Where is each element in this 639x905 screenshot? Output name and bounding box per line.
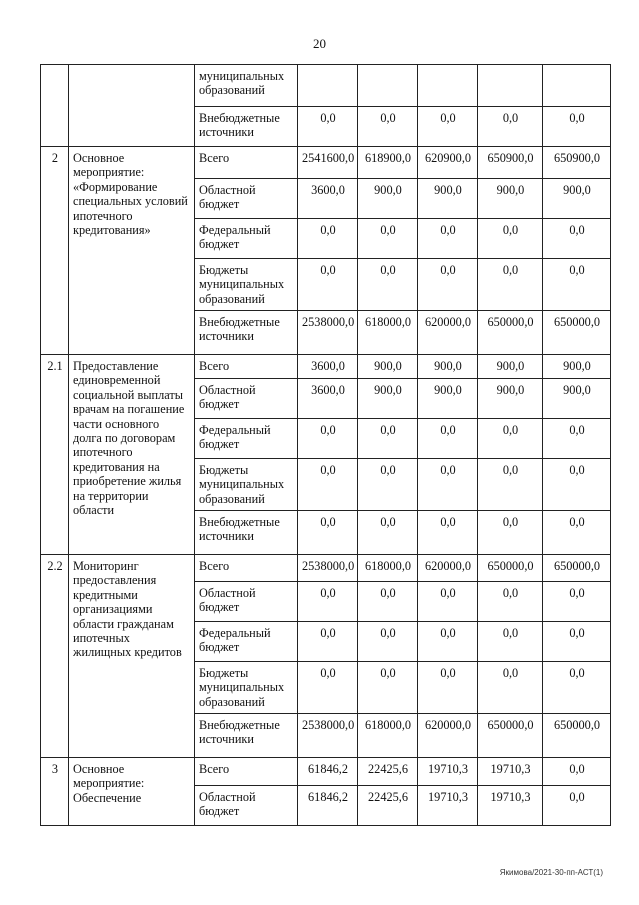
amount-cell: 650000,0 <box>543 555 611 582</box>
amount-cell: 3600,0 <box>298 355 358 379</box>
amount-cell: 900,0 <box>418 355 478 379</box>
amount-cell: 61846,2 <box>298 786 358 826</box>
item-number <box>41 65 69 147</box>
amount-cell: 0,0 <box>543 219 611 259</box>
amount-cell: 2538000,0 <box>298 714 358 758</box>
amount-cell: 0,0 <box>418 511 478 555</box>
funding-source: Всего <box>195 355 298 379</box>
amount-cell: 22425,6 <box>358 786 418 826</box>
funding-source: Федеральный бюджет <box>195 622 298 662</box>
amount-cell: 0,0 <box>358 259 418 311</box>
amount-cell: 0,0 <box>478 622 543 662</box>
amount-cell <box>298 65 358 107</box>
funding-source: Федеральный бюджет <box>195 219 298 259</box>
amount-cell: 0,0 <box>478 662 543 714</box>
amount-cell: 650000,0 <box>543 311 611 355</box>
item-number: 2.1 <box>41 355 69 555</box>
amount-cell: 0,0 <box>543 758 611 786</box>
table-row <box>41 65 611 107</box>
amount-cell: 0,0 <box>358 459 418 511</box>
amount-cell: 2538000,0 <box>298 555 358 582</box>
amount-cell: 0,0 <box>543 582 611 622</box>
amount-cell: 0,0 <box>478 259 543 311</box>
funding-source: Внебюджетные источники <box>195 311 298 355</box>
amount-cell: 19710,3 <box>418 758 478 786</box>
amount-cell: 22425,6 <box>358 758 418 786</box>
amount-cell: 0,0 <box>478 459 543 511</box>
amount-cell: 0,0 <box>418 459 478 511</box>
funding-source: Бюджеты муниципальных образований <box>195 259 298 311</box>
funding-source: Областной бюджет <box>195 379 298 419</box>
amount-cell: 19710,3 <box>478 786 543 826</box>
amount-cell: 0,0 <box>478 107 543 147</box>
item-number: 2.2 <box>41 555 69 758</box>
amount-cell: 0,0 <box>358 582 418 622</box>
amount-cell: 650900,0 <box>543 147 611 179</box>
amount-cell: 0,0 <box>543 459 611 511</box>
amount-cell: 0,0 <box>298 582 358 622</box>
amount-cell: 0,0 <box>298 459 358 511</box>
table-row <box>41 147 611 179</box>
amount-cell: 900,0 <box>418 379 478 419</box>
table-row <box>41 355 611 379</box>
amount-cell: 0,0 <box>543 259 611 311</box>
amount-cell: 620900,0 <box>418 147 478 179</box>
amount-cell: 618900,0 <box>358 147 418 179</box>
amount-cell: 650000,0 <box>543 714 611 758</box>
amount-cell: 0,0 <box>543 662 611 714</box>
amount-cell: 900,0 <box>543 179 611 219</box>
amount-cell: 0,0 <box>543 786 611 826</box>
budget-table <box>40 64 611 826</box>
amount-cell <box>358 65 418 107</box>
amount-cell: 900,0 <box>543 379 611 419</box>
funding-source: Областной бюджет <box>195 582 298 622</box>
amount-cell: 0,0 <box>478 219 543 259</box>
table-row <box>41 758 611 786</box>
event-name: Мониторинг предоставления кредитными организациями области гражданам ипотечных жилищных кредитов <box>69 555 195 758</box>
funding-source: Областной бюджет <box>195 786 298 826</box>
amount-cell: 0,0 <box>298 662 358 714</box>
amount-cell: 618000,0 <box>358 714 418 758</box>
amount-cell: 0,0 <box>358 219 418 259</box>
amount-cell: 620000,0 <box>418 311 478 355</box>
funding-source: Внебюджетные источники <box>195 107 298 147</box>
funding-source: Всего <box>195 758 298 786</box>
amount-cell: 900,0 <box>478 379 543 419</box>
item-number: 2 <box>41 147 69 355</box>
amount-cell: 19710,3 <box>418 786 478 826</box>
amount-cell: 0,0 <box>418 219 478 259</box>
funding-source: Внебюджетные источники <box>195 714 298 758</box>
funding-source: Внебюджетные источники <box>195 511 298 555</box>
amount-cell: 19710,3 <box>478 758 543 786</box>
funding-source: Всего <box>195 147 298 179</box>
item-number: 3 <box>41 758 69 826</box>
funding-source: Федеральный бюджет <box>195 419 298 459</box>
amount-cell: 650000,0 <box>478 555 543 582</box>
amount-cell: 900,0 <box>418 179 478 219</box>
amount-cell <box>478 65 543 107</box>
amount-cell: 0,0 <box>358 107 418 147</box>
funding-source: Бюджеты муниципальных образований <box>195 459 298 511</box>
event-name: Предоставление единовременной социальной выплаты врачам на погашение части основного долга по договорам ипотечного кредитования на приобретение жилья на территории области <box>69 355 195 555</box>
amount-cell: 2538000,0 <box>298 311 358 355</box>
page-number: 20 <box>313 36 326 51</box>
amount-cell: 0,0 <box>298 107 358 147</box>
funding-source: муниципальных образований <box>195 65 298 107</box>
amount-cell: 900,0 <box>478 179 543 219</box>
amount-cell: 618000,0 <box>358 311 418 355</box>
amount-cell: 650900,0 <box>478 147 543 179</box>
document-footer: Якимова/2021-30-пп-АСТ(1) <box>499 868 603 877</box>
event-name <box>69 65 195 147</box>
amount-cell: 0,0 <box>298 259 358 311</box>
amount-cell <box>543 65 611 107</box>
amount-cell: 618000,0 <box>358 555 418 582</box>
amount-cell: 0,0 <box>478 511 543 555</box>
amount-cell: 0,0 <box>418 107 478 147</box>
table-row <box>41 555 611 582</box>
amount-cell: 900,0 <box>358 379 418 419</box>
funding-source: Областной бюджет <box>195 179 298 219</box>
amount-cell: 0,0 <box>298 622 358 662</box>
amount-cell: 0,0 <box>358 622 418 662</box>
amount-cell: 620000,0 <box>418 714 478 758</box>
event-name: Основное мероприятие: «Формирование специальных условий ипотечного кредитования» <box>69 147 195 355</box>
amount-cell: 3600,0 <box>298 379 358 419</box>
event-name: Основное мероприятие: Обеспечение <box>69 758 195 826</box>
amount-cell: 3600,0 <box>298 179 358 219</box>
amount-cell: 650000,0 <box>478 714 543 758</box>
amount-cell: 0,0 <box>298 511 358 555</box>
amount-cell: 2541600,0 <box>298 147 358 179</box>
funding-source: Бюджеты муниципальных образований <box>195 662 298 714</box>
funding-source: Всего <box>195 555 298 582</box>
amount-cell: 620000,0 <box>418 555 478 582</box>
amount-cell: 0,0 <box>358 662 418 714</box>
amount-cell: 0,0 <box>298 219 358 259</box>
amount-cell: 0,0 <box>478 419 543 459</box>
amount-cell: 0,0 <box>418 662 478 714</box>
amount-cell: 900,0 <box>543 355 611 379</box>
amount-cell <box>418 65 478 107</box>
amount-cell: 0,0 <box>478 582 543 622</box>
amount-cell: 61846,2 <box>298 758 358 786</box>
amount-cell: 0,0 <box>418 259 478 311</box>
amount-cell: 900,0 <box>358 355 418 379</box>
amount-cell: 0,0 <box>543 622 611 662</box>
amount-cell: 0,0 <box>543 107 611 147</box>
amount-cell: 0,0 <box>358 511 418 555</box>
amount-cell: 0,0 <box>418 419 478 459</box>
amount-cell: 0,0 <box>418 622 478 662</box>
amount-cell: 0,0 <box>298 419 358 459</box>
amount-cell: 900,0 <box>358 179 418 219</box>
amount-cell: 900,0 <box>478 355 543 379</box>
amount-cell: 0,0 <box>543 419 611 459</box>
amount-cell: 0,0 <box>543 511 611 555</box>
amount-cell: 650000,0 <box>478 311 543 355</box>
amount-cell: 0,0 <box>418 582 478 622</box>
amount-cell: 0,0 <box>358 419 418 459</box>
